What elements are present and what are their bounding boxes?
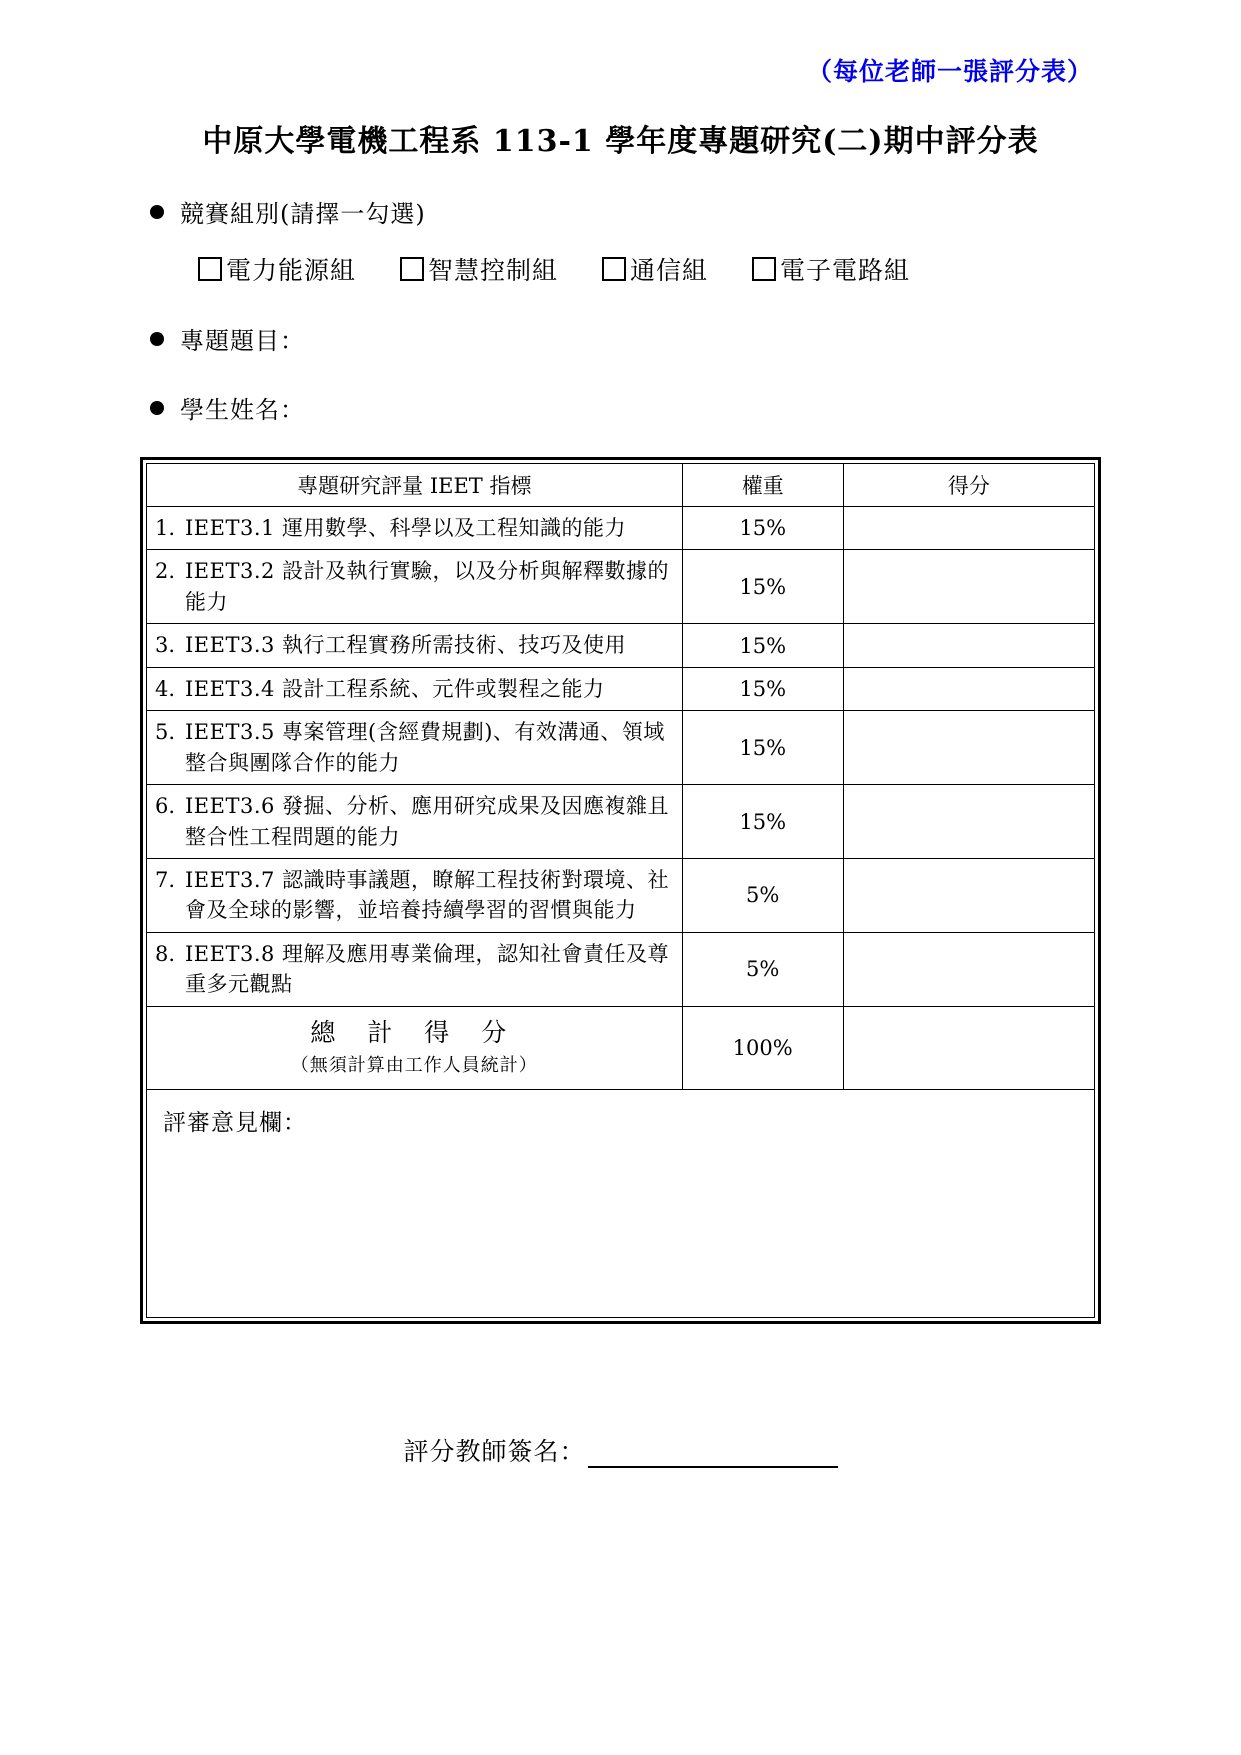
table-row — [147, 667, 1095, 710]
row-score-input[interactable] — [843, 858, 1094, 932]
row-text: IEET3.6 發掘、分析、應用研究成果及因應複雜且整合性工程問題的能力 — [185, 794, 670, 849]
table-row — [147, 624, 1095, 667]
page-title: 中原大學電機工程系 113-1 學年度專題研究(二)期中評分表 — [202, 124, 1039, 159]
checkbox-label: 電子電路組 — [780, 256, 911, 285]
student-field — [140, 390, 1101, 425]
row-score-input[interactable] — [843, 550, 1094, 624]
row-score-input[interactable] — [843, 785, 1094, 859]
topic-field — [140, 321, 1101, 356]
row-text: IEET3.5 專案管理(含經費規劃)、有效溝通、領域整合與團隊合作的能力 — [185, 720, 665, 775]
row-weight: 15% — [682, 785, 843, 859]
comment-area[interactable] — [146, 1090, 1095, 1318]
total-sublabel: （無須計算由工作人員統計） — [290, 1054, 538, 1076]
row-number: 8. — [155, 941, 176, 966]
checkbox-option-electronics[interactable] — [752, 251, 910, 287]
signature-row — [140, 1432, 1101, 1468]
row-number: 3. — [155, 633, 176, 658]
bullet-icon — [150, 332, 164, 346]
table-row — [147, 785, 1095, 859]
group-field — [140, 194, 1101, 229]
row-weight: 5% — [682, 932, 843, 1006]
total-score-input[interactable] — [843, 1006, 1094, 1089]
checkbox-icon[interactable] — [602, 257, 626, 281]
table-header-row — [147, 464, 1095, 507]
signature-label: 評分教師簽名： — [403, 1437, 586, 1467]
row-number: 2. — [155, 559, 176, 584]
column-header-indicator: 專題研究評量 IEET 指標 — [147, 464, 683, 507]
group-options — [140, 251, 1101, 287]
table-row — [147, 507, 1095, 550]
row-score-input[interactable] — [843, 932, 1094, 1006]
row-number: 6. — [155, 794, 176, 819]
checkbox-icon[interactable] — [198, 257, 222, 281]
topic-label: 專題題目： — [180, 327, 305, 355]
row-score-input[interactable] — [843, 711, 1094, 785]
row-text: IEET3.8 理解及應用專業倫理，認知社會責任及尊重多元觀點 — [185, 941, 670, 997]
total-weight: 100% — [682, 1006, 843, 1089]
row-text: IEET3.3 執行工程實務所需技術、技巧及使用 — [185, 633, 627, 658]
score-table-wrapper — [140, 457, 1101, 1324]
table-row — [147, 858, 1095, 932]
checkbox-option-power[interactable] — [198, 251, 356, 287]
row-weight: 15% — [682, 667, 843, 710]
table-row — [147, 711, 1095, 785]
column-header-score: 得分 — [843, 464, 1094, 507]
score-table — [146, 463, 1095, 1090]
row-number: 5. — [155, 720, 176, 745]
row-number: 1. — [155, 516, 176, 540]
row-text: IEET3.4 設計工程系統、元件或製程之能力 — [185, 676, 605, 701]
column-header-weight: 權重 — [682, 464, 843, 507]
row-score-input[interactable] — [843, 507, 1094, 550]
row-number: 7. — [155, 867, 176, 892]
row-weight: 15% — [682, 550, 843, 624]
signature-line[interactable] — [588, 1438, 838, 1468]
checkbox-label: 智慧控制組 — [428, 256, 559, 285]
row-text: IEET3.7 認識時事議題，瞭解工程技術對環境、社會及全球的影響，並培養持續學習的習慣與能力 — [185, 867, 670, 923]
row-weight: 15% — [682, 711, 843, 785]
checkbox-icon[interactable] — [752, 257, 776, 281]
checkbox-icon[interactable] — [400, 257, 424, 281]
row-score-input[interactable] — [843, 667, 1094, 710]
student-label: 學生姓名： — [180, 396, 305, 424]
row-text: IEET3.1 運用數學、科學以及工程知識的能力 — [185, 516, 627, 540]
bullet-icon — [150, 205, 164, 219]
checkbox-option-communication[interactable] — [602, 251, 708, 287]
table-row — [147, 932, 1095, 1006]
header-note: （每位老師一張評分表） — [806, 57, 1093, 86]
row-weight: 15% — [682, 624, 843, 667]
checkbox-option-control[interactable] — [400, 251, 558, 287]
row-text: IEET3.2 設計及執行實驗，以及分析與解釋數據的能力 — [185, 559, 670, 614]
group-label: 競賽組別(請擇一勾選) — [180, 200, 426, 228]
row-score-input[interactable] — [843, 624, 1094, 667]
checkbox-label: 電力能源組 — [226, 256, 357, 285]
bullet-icon — [150, 401, 164, 415]
table-total-row — [147, 1006, 1095, 1089]
row-weight: 5% — [682, 858, 843, 932]
total-label: 總 計 得 分 — [310, 1017, 519, 1047]
row-weight: 15% — [682, 507, 843, 550]
comment-label: 評審意見欄： — [163, 1110, 307, 1137]
table-row — [147, 550, 1095, 624]
checkbox-label: 通信組 — [630, 256, 709, 285]
row-number: 4. — [155, 676, 176, 701]
